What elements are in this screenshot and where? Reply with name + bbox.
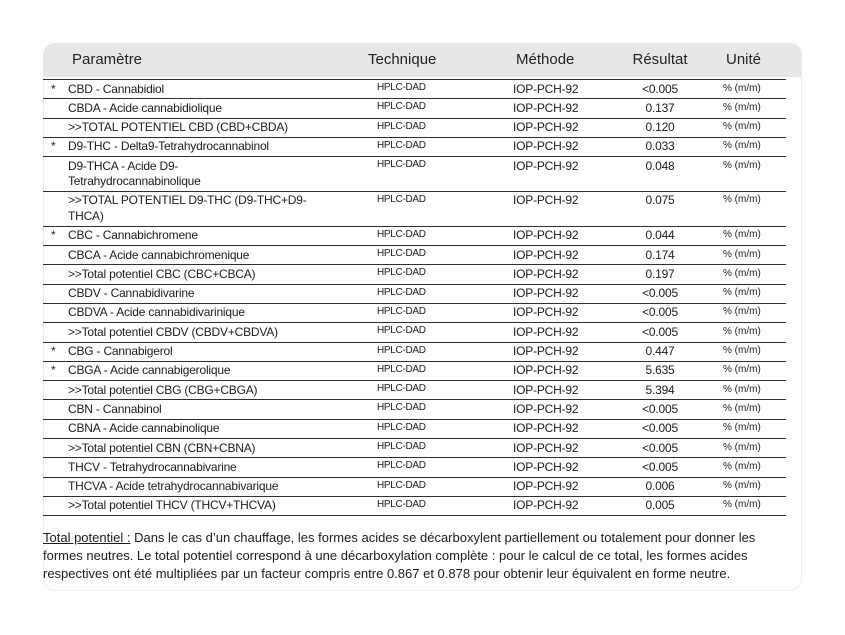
technique-value: HPLC-DAD (377, 193, 426, 205)
technique-value: HPLC-DAD (377, 228, 426, 240)
method-value: IOP-PCH-92 (513, 158, 579, 173)
parameter-name: >>Total potentiel THCV (THCV+THCVA) (68, 498, 276, 513)
method-value: IOP-PCH-92 (513, 266, 579, 281)
parameter-name: D9-THC - Delta9-Tetrahydrocannabinol (68, 139, 269, 154)
result-value: 0.174 (645, 247, 675, 262)
asterisk-marker: * (51, 363, 56, 378)
parameter-name: CBDV - Cannabidivarine (68, 286, 195, 301)
technique-value: HPLC-DAD (377, 325, 426, 337)
method-value: IOP-PCH-92 (513, 401, 579, 416)
table-row (43, 227, 786, 246)
unit-value: % (m/m) (723, 159, 761, 171)
results-table-body (43, 79, 786, 516)
technique-value: HPLC-DAD (377, 286, 426, 298)
result-value: 0.044 (645, 228, 675, 243)
technique-value: HPLC-DAD (377, 305, 426, 317)
result-value: 0.120 (645, 120, 675, 135)
technique-value: HPLC-DAD (377, 267, 426, 279)
parameter-name: >>TOTAL POTENTIEL CBD (CBD+CBDA) (68, 120, 288, 135)
asterisk-marker: * (51, 228, 56, 243)
technique-value: HPLC-DAD (377, 120, 426, 132)
unit-value: % (m/m) (723, 364, 761, 376)
asterisk-marker: * (51, 344, 56, 359)
method-value: IOP-PCH-92 (513, 363, 579, 378)
technique-value: HPLC-DAD (377, 139, 426, 151)
parameter-name: CBCA - Acide cannabichromenique (68, 247, 250, 262)
method-value: IOP-PCH-92 (513, 498, 579, 513)
result-value: <0.005 (642, 401, 678, 416)
table-row (43, 80, 786, 99)
technique-value: HPLC-DAD (377, 498, 426, 510)
parameter-name: >>Total potentiel CBDV (CBDV+CBDVA) (68, 324, 278, 339)
result-value: 0.197 (645, 266, 675, 281)
table-row (43, 138, 786, 157)
method-value: IOP-PCH-92 (513, 479, 579, 494)
table-row (43, 192, 786, 227)
unit-value: % (m/m) (723, 499, 761, 511)
unit-value: % (m/m) (723, 140, 761, 152)
unit-value: % (m/m) (723, 248, 761, 260)
table-row (43, 119, 786, 138)
table-row (43, 99, 786, 118)
parameter-name: CBGA - Acide cannabigerolique (68, 363, 231, 378)
result-value: 0.137 (645, 100, 675, 115)
method-value: IOP-PCH-92 (513, 81, 579, 96)
method-value: IOP-PCH-92 (513, 228, 579, 243)
table-row (43, 458, 786, 477)
result-value: 0.447 (645, 344, 675, 359)
parameter-name: CBNA - Acide cannabinolique (68, 421, 220, 436)
parameter-name: CBN - Cannabinol (68, 401, 162, 416)
method-value: IOP-PCH-92 (513, 286, 579, 301)
unit-value: % (m/m) (723, 345, 761, 357)
result-value: <0.005 (642, 440, 678, 455)
result-value: <0.005 (642, 81, 678, 96)
unit-value: % (m/m) (723, 287, 761, 299)
unit-value: % (m/m) (723, 306, 761, 318)
column-header-technique: Technique (368, 51, 437, 68)
table-row (43, 323, 786, 342)
footnote (43, 529, 778, 583)
parameter-name: >>Total potentiel CBG (CBG+CBGA) (68, 382, 258, 397)
technique-value: HPLC-DAD (377, 159, 426, 171)
technique-value: HPLC-DAD (377, 248, 426, 260)
technique-value: HPLC-DAD (377, 479, 426, 491)
table-row (43, 439, 786, 458)
table-row (43, 497, 786, 516)
result-value: 5.394 (645, 382, 675, 397)
table-header (43, 43, 802, 77)
method-value: IOP-PCH-92 (513, 382, 579, 397)
technique-value: HPLC-DAD (377, 82, 426, 93)
unit-value: % (m/m) (723, 82, 761, 94)
table-row (43, 420, 786, 439)
column-header-methode: Méthode (516, 51, 575, 68)
technique-value: HPLC-DAD (377, 344, 426, 356)
parameter-name: CBG - Cannabigerol (68, 344, 173, 359)
unit-value: % (m/m) (723, 441, 761, 453)
table-row (43, 157, 786, 192)
technique-value: HPLC-DAD (377, 363, 426, 375)
result-value: 0.075 (645, 193, 675, 208)
technique-value: HPLC-DAD (377, 101, 426, 113)
unit-value: % (m/m) (723, 229, 761, 241)
table-row (43, 343, 786, 362)
parameter-name: CBC - Cannabichromene (68, 228, 198, 243)
result-value: <0.005 (642, 324, 678, 339)
parameter-name: THCV - Tetrahydrocannabivarine (68, 459, 237, 474)
table-row (43, 246, 786, 265)
unit-value: % (m/m) (723, 267, 761, 279)
technique-value: HPLC-DAD (377, 383, 426, 395)
parameter-name: CBDVA - Acide cannabidivarinique (68, 305, 245, 320)
table-row (43, 381, 786, 400)
table-row (43, 265, 786, 284)
result-value: 0.033 (645, 139, 675, 154)
column-header-unite: Unité (726, 51, 762, 68)
unit-value: % (m/m) (723, 480, 761, 492)
technique-value: HPLC-DAD (377, 441, 426, 453)
method-value: IOP-PCH-92 (513, 100, 579, 115)
asterisk-marker: * (51, 81, 56, 96)
column-header-resultat: Résultat (632, 51, 688, 68)
footnote-text: Dans le cas d’un chauffage, les formes acides se décarboxylent partiellement ou totalement pour donner les formes neutres. Le total potentiel correspond à une décarboxylation complète : pour le calcul de ce total, les formes acides respectives ont été multipliées par un facteur compris entre 0.867 et 0.878 pour obtenir leur équivalent en forme neutre. (43, 530, 756, 581)
method-value: IOP-PCH-92 (513, 344, 579, 359)
result-value: 0.006 (645, 479, 675, 494)
unit-value: % (m/m) (723, 460, 761, 472)
technique-value: HPLC-DAD (377, 402, 426, 414)
parameter-name: >>Total potentiel CBC (CBC+CBCA) (68, 266, 256, 281)
table-row (43, 478, 786, 497)
result-value: <0.005 (642, 286, 678, 301)
unit-value: % (m/m) (723, 422, 761, 434)
method-value: IOP-PCH-92 (513, 421, 579, 436)
method-value: IOP-PCH-92 (513, 324, 579, 339)
result-value: <0.005 (642, 421, 678, 436)
parameter-name: >>TOTAL POTENTIEL D9-THC (D9-THC+D9- THCA) (68, 193, 307, 223)
unit-value: % (m/m) (723, 383, 761, 395)
parameter-name: CBD - Cannabidiol (68, 81, 164, 96)
table-row (43, 304, 786, 323)
method-value: IOP-PCH-92 (513, 193, 579, 208)
technique-value: HPLC-DAD (377, 421, 426, 433)
unit-value: % (m/m) (723, 101, 761, 113)
method-value: IOP-PCH-92 (513, 440, 579, 455)
unit-value: % (m/m) (723, 402, 761, 414)
parameter-name: THCVA - Acide tetrahydrocannabivarique (68, 479, 279, 494)
unit-value: % (m/m) (723, 325, 761, 337)
result-value: <0.005 (642, 305, 678, 320)
unit-value: % (m/m) (723, 121, 761, 133)
table-row (43, 362, 786, 381)
parameter-name: >>Total potentiel CBN (CBN+CBNA) (68, 440, 256, 455)
table-row (43, 400, 786, 419)
footnote-label: Total potentiel : (43, 530, 131, 545)
asterisk-marker: * (51, 139, 56, 154)
result-value: 5.635 (645, 363, 675, 378)
method-value: IOP-PCH-92 (513, 247, 579, 262)
parameter-name: CBDA - Acide cannabidiolique (68, 100, 222, 115)
result-value: 0.048 (645, 158, 675, 173)
method-value: IOP-PCH-92 (513, 120, 579, 135)
column-header-parametre: Paramètre (72, 51, 143, 68)
method-value: IOP-PCH-92 (513, 139, 579, 154)
unit-value: % (m/m) (723, 194, 761, 206)
result-value: 0.005 (645, 498, 675, 513)
parameter-name: D9-THCA - Acide D9- Tetrahydrocannabinolique (68, 158, 201, 189)
result-value: <0.005 (642, 459, 678, 474)
table-row (43, 285, 786, 304)
method-value: IOP-PCH-92 (513, 459, 579, 474)
method-value: IOP-PCH-92 (513, 305, 579, 320)
technique-value: HPLC-DAD (377, 460, 426, 472)
